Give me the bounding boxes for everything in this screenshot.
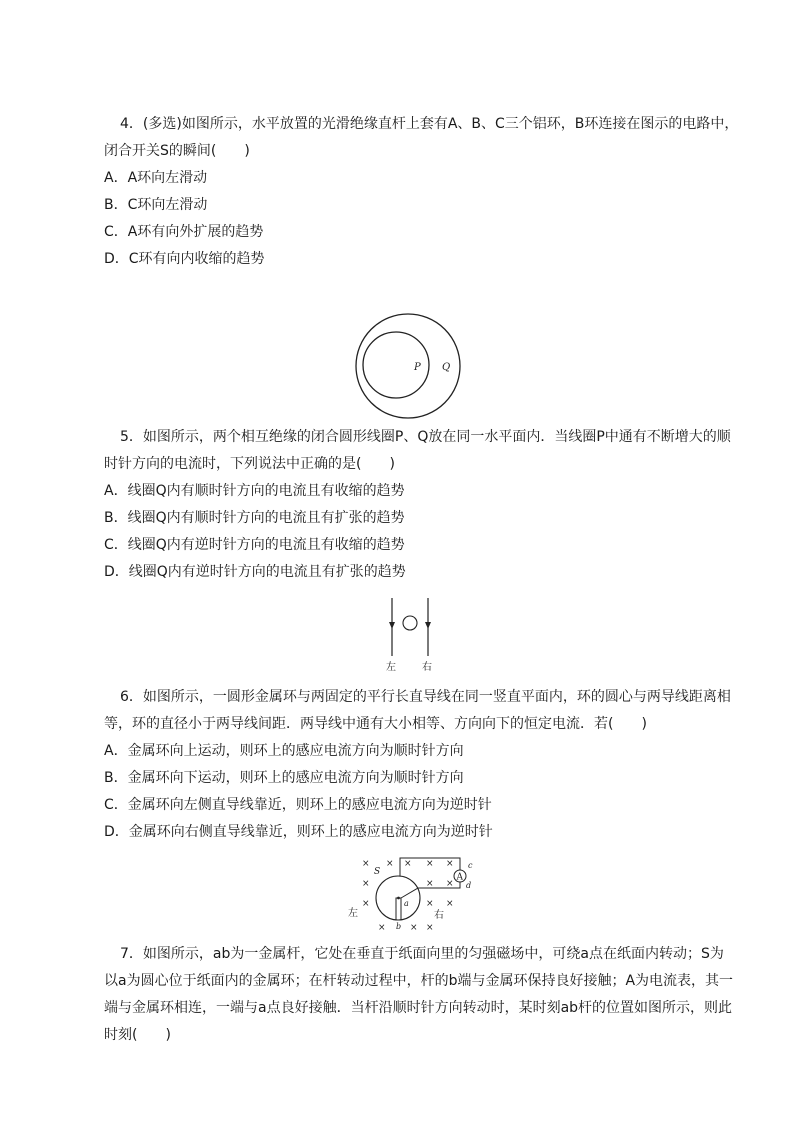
field-mark: × <box>404 859 412 869</box>
q7-stem-line1: 7．如图所示，ab为一金属杆，它处在垂直于纸面向里的匀强磁场中，可绕a点在纸面内转动；S为 <box>120 946 724 962</box>
q5-option-b: B．线圈Q内有顺时针方向的电流且有扩张的趋势 <box>104 510 405 526</box>
field-mark: × <box>410 923 418 933</box>
q4-stem-line2: 闭合开关S的瞬间( ) <box>104 143 250 159</box>
q7-stem-line2: 以a为圆心位于纸面内的金属环；在杆转动过程中，杆的b端与金属环保持良好接触；A为电流表，其一 <box>104 973 734 989</box>
q5-stem-line1: 5．如图所示，两个相互绝缘的闭合圆形线圈P、Q放在同一水平面内．当线圈P中通有不断增大的顺 <box>120 429 731 445</box>
field-mark: × <box>446 879 454 889</box>
pivot-a <box>397 897 400 900</box>
label-q: Q <box>442 362 451 373</box>
label-left: 左 <box>386 662 396 673</box>
label-b: b <box>396 922 402 931</box>
label-c: c <box>468 861 473 870</box>
field-mark: × <box>446 899 454 909</box>
label-left: 左 <box>348 908 358 919</box>
q4-option-c: C．A环有向外扩展的趋势 <box>104 224 264 240</box>
q5-stem-line2: 时针方向的电流时，下列说法中正确的是( ) <box>104 456 395 472</box>
field-mark: × <box>426 859 434 869</box>
metal-rod-ab <box>396 898 401 920</box>
field-mark: × <box>386 859 394 869</box>
q6-option-b: B．金属环向下运动，则环上的感应电流方向为顺时针方向 <box>104 770 464 786</box>
q7-rod-figure <box>342 852 478 936</box>
q6-wire-figure <box>380 594 440 676</box>
label-s: S <box>374 867 381 877</box>
rod-connection <box>401 888 418 898</box>
field-mark: × <box>426 923 434 933</box>
field-mark: × <box>362 899 370 909</box>
label-right: 右 <box>422 662 432 673</box>
q6-option-c: C．金属环向左侧直导线靠近，则环上的感应电流方向为逆时针 <box>104 797 492 813</box>
q6-stem-line1: 6．如图所示，一圆形金属环与两固定的平行长直导线在同一竖直平面内，环的圆心与两导线距离相 <box>120 689 731 705</box>
field-mark: × <box>426 899 434 909</box>
q6-stem-line2: 等，环的直径小于两导线间距．两导线中通有大小相等、方向向下的恒定电流．若( ) <box>104 716 647 732</box>
field-mark: × <box>362 859 370 869</box>
label-p: P <box>414 362 421 373</box>
q5-option-d: D．线圈Q内有逆时针方向的电流且有扩张的趋势 <box>104 564 406 580</box>
q5-option-c: C．线圈Q内有逆时针方向的电流且有收缩的趋势 <box>104 537 405 553</box>
q5-option-a: A．线圈Q内有顺时针方向的电流且有收缩的趋势 <box>104 483 405 499</box>
field-mark: × <box>362 879 370 889</box>
q4-stem-line1: 4．(多选)如图所示，水平放置的光滑绝缘直杆上套有A、B、C三个铝环，B环连接在图示的电路中， <box>120 116 739 132</box>
q6-option-d: D．金属环向右侧直导线靠近，则环上的感应电流方向为逆时针 <box>104 824 493 840</box>
q4-option-b: B．C环向左滑动 <box>104 197 208 213</box>
q5-coil-figure <box>350 308 466 424</box>
q7-stem-line4: 时刻( ) <box>104 1027 171 1043</box>
label-right: 右 <box>434 910 444 921</box>
field-mark: × <box>426 879 434 889</box>
label-d: d <box>466 881 472 890</box>
q4-option-a: A．A环向左滑动 <box>104 170 208 186</box>
field-mark: × <box>446 859 454 869</box>
label-ammeter: A <box>456 872 463 883</box>
metal-ring <box>403 616 417 630</box>
q7-stem-line3: 端与金属环相连，一端与a点良好接触．当杆沿顺时针方向转动时，某时刻ab杆的位置如图所示，则此 <box>104 1000 733 1016</box>
right-wire-arrow-icon <box>425 622 431 629</box>
q6-option-a: A．金属环向上运动，则环上的感应电流方向为顺时针方向 <box>104 743 464 759</box>
left-wire-arrow-icon <box>389 622 395 629</box>
label-a: a <box>404 899 409 908</box>
q4-option-d: D．C环有向内收缩的趋势 <box>104 251 265 267</box>
circuit-wire-bottom <box>418 882 460 888</box>
field-mark: × <box>378 923 386 933</box>
